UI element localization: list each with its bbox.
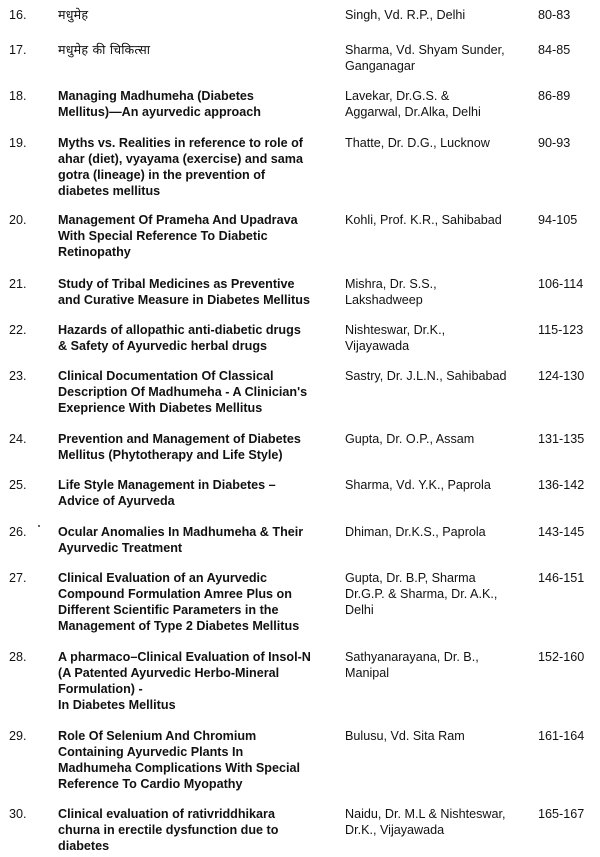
entry-title — [58, 477, 328, 509]
entry-title — [58, 431, 328, 463]
title-line: Ayurvedic Treatment — [58, 541, 183, 555]
entry-title — [58, 570, 328, 634]
title-line: A pharmaco–Clinical Evaluation of Insol-N — [58, 650, 311, 664]
entry-pages: 146-151 — [538, 571, 585, 585]
entry-pages: 131-135 — [538, 432, 585, 446]
entry-author — [345, 477, 533, 493]
entry-number: 25. — [9, 478, 27, 492]
title-line: Different Scientific Parameters in the — [58, 603, 279, 617]
author-line: Naidu, Dr. M.L & Nishteswar, — [345, 807, 506, 821]
title-line: diabetes — [58, 839, 110, 853]
title-line: Exeprience With Diabetes Mellitus — [58, 401, 263, 415]
title-line: Madhumeha Complications With Special — [58, 761, 300, 775]
entry-author — [345, 42, 533, 74]
entry-author — [345, 431, 533, 447]
author-line: Lakshadweep — [345, 293, 423, 307]
entry-pages: 80-83 — [538, 8, 571, 22]
entry-title — [58, 806, 328, 854]
entry-number: 23. — [9, 369, 27, 383]
title-line: Ocular Anomalies In Madhumeha & Their — [58, 525, 304, 539]
title-line: Description Of Madhumeha - A Clinician's — [58, 385, 308, 399]
entry-pages: 161-164 — [538, 729, 585, 743]
author-line: Lavekar, Dr.G.S. & — [345, 89, 450, 103]
title-line: Advice of Ayurveda — [58, 494, 175, 508]
author-line: Dr.K., Vijayawada — [345, 823, 445, 837]
entry-pages: 94-105 — [538, 213, 578, 227]
author-line: Dr.G.P. & Sharma, Dr. A.K., — [345, 587, 498, 601]
entry-number: 19. — [9, 136, 27, 150]
entry-number: 27. — [9, 571, 27, 585]
entry-number: 18. — [9, 89, 27, 103]
entry-pages: 124-130 — [538, 369, 585, 383]
entry-author — [345, 88, 533, 120]
title-line: Mellitus (Phytotherapy and Life Style) — [58, 448, 283, 462]
entry-pages: 136-142 — [538, 478, 585, 492]
title-line: Management Of Prameha And Upadrava — [58, 213, 298, 227]
scan-speck — [38, 525, 40, 527]
author-line: Sharma, Vd. Y.K., Paprola — [345, 478, 491, 492]
entry-title — [58, 524, 328, 556]
title-line: Reference To Cardio Myopathy — [58, 777, 243, 791]
entry-number: 16. — [9, 8, 27, 22]
author-line: Sastry, Dr. J.L.N., Sahibabad — [345, 369, 507, 383]
title-line: Formulation) - — [58, 682, 143, 696]
author-line: Sharma, Vd. Shyam Sunder, — [345, 43, 505, 57]
entry-number: 30. — [9, 807, 27, 821]
author-line: Gupta, Dr. B.P, Sharma — [345, 571, 476, 585]
entry-pages: 143-145 — [538, 525, 585, 539]
entry-title — [58, 212, 328, 260]
title-line: In Diabetes Mellitus — [58, 698, 176, 712]
title-line: मधुमेह — [58, 7, 89, 22]
entry-title — [58, 88, 328, 120]
entry-author — [345, 212, 533, 228]
title-line: Management of Type 2 Diabetes Mellitus — [58, 619, 300, 633]
entry-author — [345, 570, 533, 618]
title-line: & Safety of Ayurvedic herbal drugs — [58, 339, 268, 353]
entry-author — [345, 276, 533, 308]
author-line: Delhi — [345, 603, 374, 617]
title-line: gotra (lineage) in the prevention of — [58, 168, 266, 182]
entry-title — [58, 649, 328, 713]
author-line: Thatte, Dr. D.G., Lucknow — [345, 136, 490, 150]
title-line: Role Of Selenium And Chromium — [58, 729, 257, 743]
entry-title — [58, 368, 328, 416]
author-line: Ganganagar — [345, 59, 416, 73]
entry-title — [58, 42, 328, 58]
entry-title — [58, 728, 328, 792]
title-line: (A Patented Ayurvedic Herbo-Mineral — [58, 666, 280, 680]
author-line: Gupta, Dr. O.P., Assam — [345, 432, 475, 446]
title-line: Containing Ayurvedic Plants In — [58, 745, 244, 759]
title-line: and Curative Measure in Diabetes Mellitus — [58, 293, 310, 307]
entry-pages: 106-114 — [538, 277, 584, 291]
entry-author — [345, 649, 533, 681]
entry-number: 20. — [9, 213, 27, 227]
entry-number: 24. — [9, 432, 27, 446]
author-line: Kohli, Prof. K.R., Sahibabad — [345, 213, 502, 227]
author-line: Bulusu, Vd. Sita Ram — [345, 729, 465, 743]
title-line: Myths vs. Realities in reference to role of — [58, 136, 303, 150]
entry-pages: 165-167 — [538, 807, 585, 821]
entry-title — [58, 135, 328, 199]
entry-pages: 152-160 — [538, 650, 585, 664]
author-line: Singh, Vd. R.P., Delhi — [345, 8, 466, 22]
entry-number: 21. — [9, 277, 27, 291]
entry-title — [58, 276, 328, 308]
entry-author — [345, 322, 533, 354]
author-line: Nishteswar, Dr.K., — [345, 323, 446, 337]
title-line: Study of Tribal Medicines as Preventive — [58, 277, 295, 291]
title-line: ahar (diet), vyayama (exercise) and sama — [58, 152, 304, 166]
title-line: churna in erectile dysfunction due to — [58, 823, 279, 837]
title-line: Clinical evaluation of rativriddhikara — [58, 807, 275, 821]
title-line: Retinopathy — [58, 245, 131, 259]
entry-author — [345, 728, 533, 744]
entry-pages: 86-89 — [538, 89, 571, 103]
entry-pages: 84-85 — [538, 43, 571, 57]
title-line: Mellitus)—An ayurvedic approach — [58, 105, 261, 119]
author-line: Dhiman, Dr.K.S., Paprola — [345, 525, 486, 539]
title-line: Compound Formulation Amree Plus on — [58, 587, 292, 601]
entry-number: 22. — [9, 323, 27, 337]
entry-pages: 90-93 — [538, 136, 571, 150]
entry-number: 26. — [9, 525, 27, 539]
author-line: Aggarwal, Dr.Alka, Delhi — [345, 105, 481, 119]
title-line: Life Style Management in Diabetes – — [58, 478, 276, 492]
entry-author — [345, 135, 533, 151]
author-line: Sathyanarayana, Dr. B., — [345, 650, 479, 664]
title-line: With Special Reference To Diabetic — [58, 229, 268, 243]
entry-pages: 115-123 — [538, 323, 584, 337]
entry-number: 28. — [9, 650, 27, 664]
title-line: मधुमेह की चिकित्सा — [58, 42, 151, 57]
title-line: Managing Madhumeha (Diabetes — [58, 89, 254, 103]
author-line: Manipal — [345, 666, 390, 680]
entry-number: 17. — [9, 43, 27, 57]
entry-title — [58, 322, 328, 354]
entry-author — [345, 7, 533, 23]
title-line: Clinical Evaluation of an Ayurvedic — [58, 571, 268, 585]
entry-author — [345, 524, 533, 540]
author-line: Vijayawada — [345, 339, 410, 353]
entry-title — [58, 7, 328, 23]
title-line: Hazards of allopathic anti-diabetic drugs — [58, 323, 301, 337]
title-line: diabetes mellitus — [58, 184, 161, 198]
title-line: Prevention and Management of Diabetes — [58, 432, 301, 446]
entry-author — [345, 806, 533, 838]
entry-author — [345, 368, 533, 384]
title-line: Clinical Documentation Of Classical — [58, 369, 274, 383]
entry-number: 29. — [9, 729, 27, 743]
author-line: Mishra, Dr. S.S., — [345, 277, 437, 291]
